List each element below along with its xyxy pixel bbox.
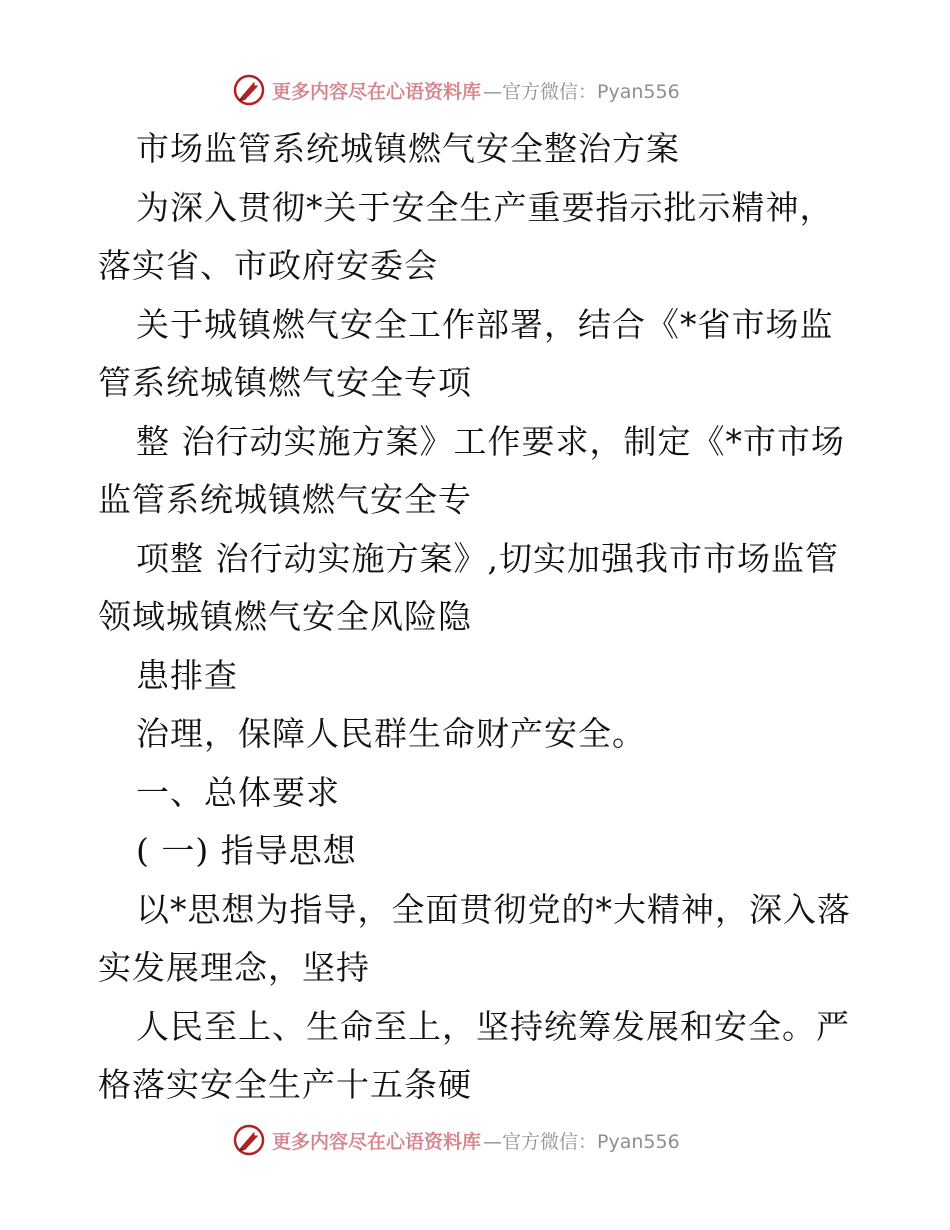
- paragraph-line: 实发展理念，坚持: [98, 948, 370, 987]
- document-title: 市场监管系统城镇燃气安全整治方案: [136, 129, 680, 168]
- ink-pen-logo-icon: [232, 73, 266, 107]
- paragraph-line: 人民至上、生命至上，坚持统筹发展和安全。严: [136, 1006, 850, 1046]
- paragraph-line: 落实省、市政府安委会: [98, 246, 438, 285]
- paragraph-line: 监管系统城镇燃气安全专: [98, 480, 472, 519]
- footer-watermark: [232, 1120, 752, 1160]
- paragraph-line: 格落实安全生产十五条硬: [98, 1065, 472, 1104]
- paragraph-line: 患排查: [136, 655, 238, 695]
- paragraph-line: 关于城镇燃气安全工作部署，结合《*省市场监: [136, 304, 834, 344]
- header-watermark: [232, 70, 752, 110]
- paragraph-line: 项整 治行动实施方案》,切实加强我市市场监管: [136, 538, 839, 578]
- watermark-promo-text: 更多内容尽在心语资料库: [272, 1130, 482, 1153]
- paragraph-line: 治理，保障人民群生命财产安全。: [136, 714, 646, 753]
- document-body: [98, 120, 858, 1115]
- watermark-contact-text: —官方微信：Pyan556: [483, 1130, 680, 1153]
- section-heading: 一、总体要求: [136, 772, 340, 812]
- paragraph-line: 领域城镇燃气安全风险隐: [98, 597, 472, 636]
- subsection-heading: ( 一) 指导思想: [136, 831, 357, 870]
- ink-pen-logo-icon: [232, 1123, 266, 1157]
- paragraph-line: 整 治行动实施方案》工作要求，制定《*市市场: [136, 421, 845, 461]
- paragraph-line: 以*思想为指导，全面贯彻党的*大精神，深入落: [136, 889, 851, 929]
- watermark-promo-text: 更多内容尽在心语资料库: [272, 80, 482, 103]
- paragraph-line: 管系统城镇燃气安全专项: [98, 363, 472, 402]
- paragraph-line: 为深入贯彻*关于安全生产重要指示批示精神，: [136, 187, 834, 227]
- watermark-contact-text: —官方微信：Pyan556: [483, 80, 680, 103]
